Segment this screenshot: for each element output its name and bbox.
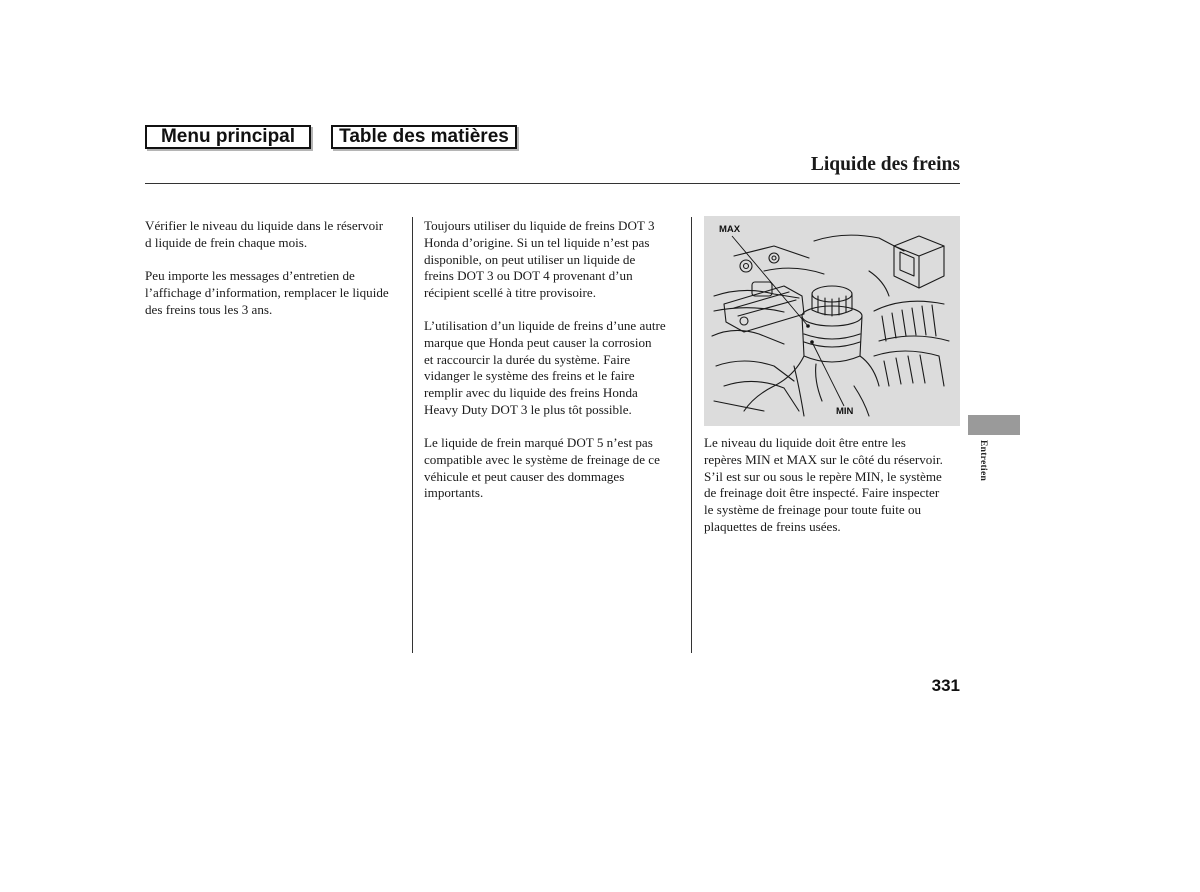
table-of-contents-button[interactable]: Table des matières: [331, 125, 517, 149]
main-menu-button[interactable]: Menu principal: [145, 125, 311, 149]
column-divider-left: [412, 217, 413, 653]
paragraph-fluid-level: Le niveau du liquide doit être entre les repères MIN et MAX sur le côté du réservoir. S’il est sur ou sous le repère MIN, le système de freinage doit être inspecté. Faire inspecter le système de freinage pour toute fuite ou plaquettes de freins usées.: [704, 435, 943, 534]
min-marker-label: MIN: [836, 406, 854, 417]
column-divider-right: [691, 217, 692, 653]
max-marker-label: MAX: [719, 224, 741, 235]
section-label: Entretien: [978, 440, 988, 482]
page-number: 331: [931, 676, 960, 695]
brake-fluid-reservoir-illustration-icon: [704, 216, 960, 426]
brake-fluid-reservoir-figure: [704, 216, 960, 426]
page-title: Liquide des freins: [810, 154, 960, 175]
paragraph-other-brand-warning: L’utilisation d’un liquide de freins d’une autre marque que Honda peut causer la corrosion et raccourcir la durée du système. Faire vidanger le système des freins et le faire remplir avec du liquide des freins Honda Heavy Duty DOT 3 le plus tôt possible.: [424, 318, 666, 417]
title-divider: [145, 183, 960, 184]
section-tab: [968, 415, 1020, 435]
paragraph-check-monthly: Vérifier le niveau du liquide dans le réservoir d liquide de frein chaque mois.: [145, 218, 384, 250]
paragraph-dot5-warning: Le liquide de frein marqué DOT 5 n’est pas compatible avec le système de freinage de ce véhicule et peut causer des dommages importants.: [424, 435, 660, 501]
paragraph-use-dot3: Toujours utiliser du liquide de freins DOT 3 Honda d’origine. Si un tel liquide n’est pas disponible, on peut utiliser un liquide de freins DOT 3 ou DOT 4 provenant d’un récipient scellé à titre provisoire.: [424, 218, 655, 301]
paragraph-replace-3-years: Peu importe les messages d’entretien de l’affichage d’information, remplacer le liquide des freins tous les 3 ans.: [145, 268, 389, 317]
